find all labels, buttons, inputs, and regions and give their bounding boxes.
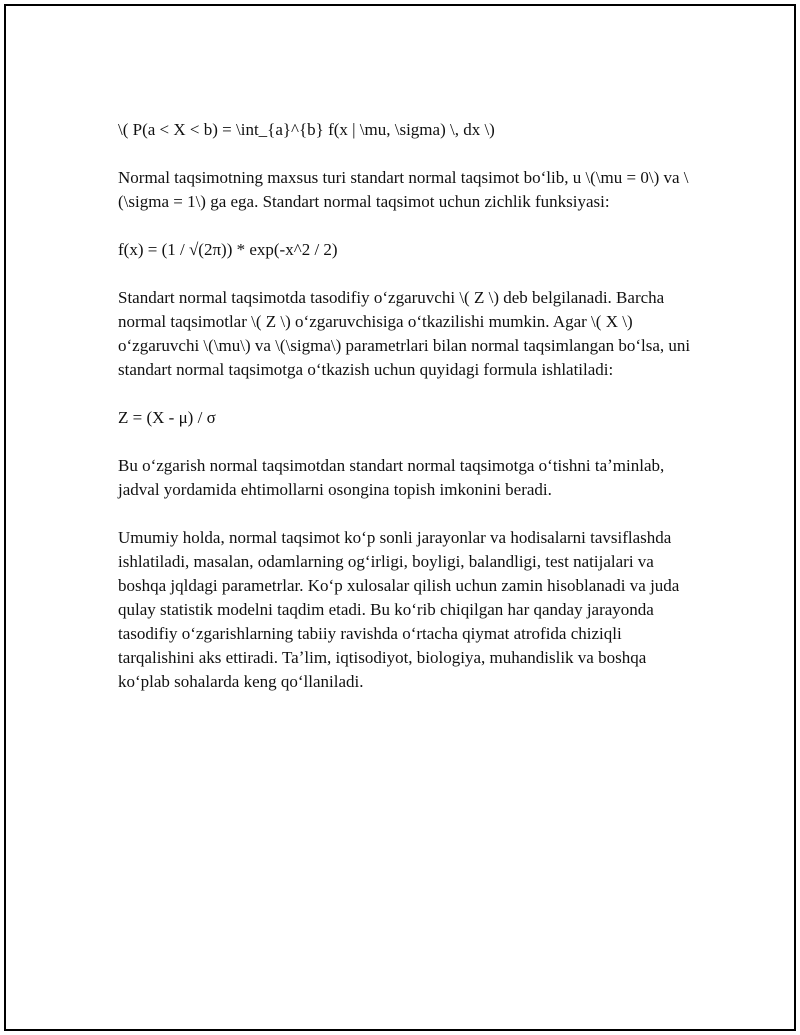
document-body	[118, 118, 698, 718]
transform-purpose-paragraph: Bu oʻzgarish normal taqsimotdan standart normal taqsimotga oʻtishni taʼminlab, jadval yordamida ehtimollarni osongina topish imkonini beradi.	[118, 456, 665, 499]
applications-paragraph: Umumiy holda, normal taqsimot koʻp sonli jarayonlar va hodisalarni tavsiflashda ishlatiladi, masalan, odamlarning ogʻirligi, boyligi, balandligi, test natijalari va boshqa jqldagi parametrlar. Koʻp xulosalar qilish uchun zamin hisoblanadi va juda qulay statistik modelni taqdim etadi. Bu koʻrib chiqilgan har qanday jarayonda tasodifiy oʻzgarishlarning tabiiy ravishda oʻrtacha qiymat atrofida chiziqli tarqalishini aks ettiradi. Taʼlim, iqtisodiyot, biologiya, muhandislik va boshqa koʻplab sohalarda keng qoʻllaniladi.	[118, 528, 680, 691]
probability-formula: \( P(a < X < b) = \int_{a}^{b} f(x | \mu, \sigma) \, dx \)	[118, 120, 495, 139]
z-variable-paragraph: Standart normal taqsimotda tasodifiy oʻzgaruvchi \( Z \) deb belgilanadi. Barcha normal taqsimotlar \( Z \) oʻzgaruvchisiga oʻtkazilishi mumkin. Agar \( X \) oʻzgaruvchi \(\mu\) va \(\sigma\) parametrlari bilan normal taqsimlangan boʻlsa, uni standart normal taqsimotga oʻtkazish uchun quyidagi formula ishlatiladi:	[118, 288, 691, 379]
z-transform-formula: Z = (X - μ) / σ	[118, 408, 216, 427]
standard-normal-intro-paragraph: Normal taqsimotning maxsus turi standart normal taqsimot boʻlib, u \(\mu = 0\) va \(\sigma = 1\) ga ega. Standart normal taqsimot uchun zichlik funksiyasi:	[118, 168, 689, 211]
density-formula: f(x) = (1 / √(2π)) * exp(-x^2 / 2)	[118, 240, 338, 259]
